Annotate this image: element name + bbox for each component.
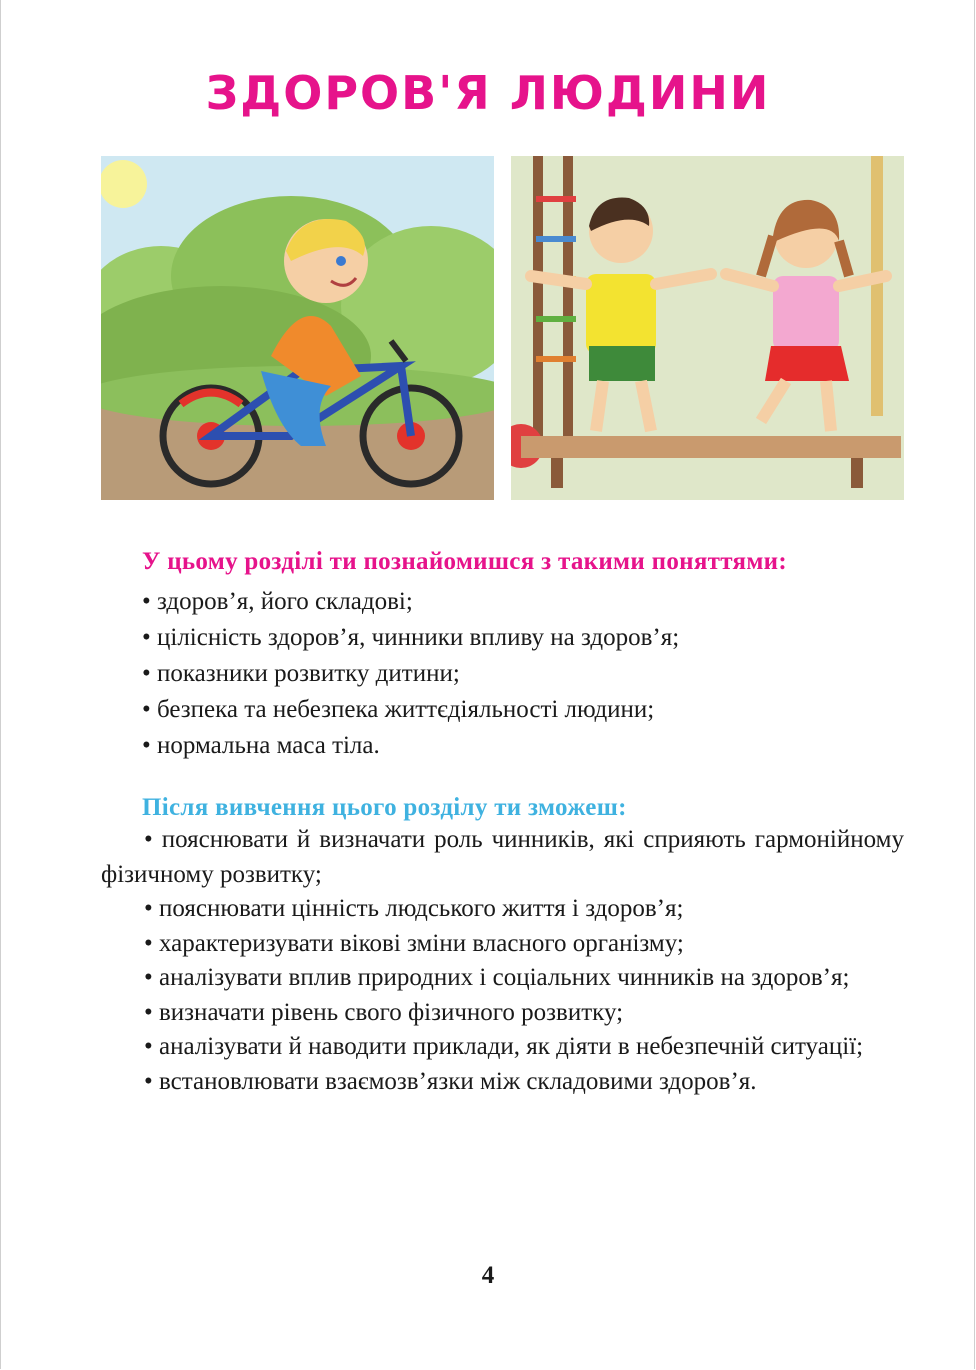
list-item: • пояснювати цінність людського життя і здоров’я; bbox=[144, 895, 684, 922]
list-item: • пояснювати й визначати роль чинників, які сприяють гармонійному фізичному розвитку; bbox=[101, 826, 904, 888]
section-heading-concepts: У цьому розділі ти познайомишся з такими поняттями: bbox=[142, 548, 787, 575]
list-item: • показники розвитку дитини; bbox=[142, 660, 460, 687]
list-item: • встановлювати взаємозв’язки між складовими здоров’я. bbox=[144, 1067, 757, 1095]
children-exercising-illustration bbox=[511, 156, 904, 500]
list-item: • характеризувати вікові зміни власного організму; bbox=[144, 929, 684, 957]
page-title: ЗДОРОВ'Я ЛЮДИНИ bbox=[205, 66, 771, 120]
list-item: • аналізувати вплив природних і соціальних чинників на здоров’я; bbox=[144, 964, 850, 991]
list-item: • нормальна маса тіла. bbox=[142, 732, 380, 759]
concepts-list bbox=[142, 584, 679, 764]
list-item: • визначати рівень свого фізичного розвитку; bbox=[144, 998, 624, 1026]
boy-on-bicycle-illustration bbox=[101, 156, 494, 500]
section-heading-outcomes: Після вивчення цього розділу ти зможеш: bbox=[142, 794, 627, 821]
list-item: • цілісність здоров’я, чинники впливу на здоров’я; bbox=[142, 624, 680, 651]
list-item: • аналізувати й наводити приклади, як діяти в небезпечній ситуації; bbox=[144, 1033, 864, 1060]
list-item: • безпека та небезпека життєдіяльності людини; bbox=[142, 696, 655, 723]
page-number: 4 bbox=[481, 1262, 495, 1289]
outcomes-list bbox=[101, 823, 904, 1099]
list-item: • здоров’я, його складові; bbox=[142, 588, 413, 615]
